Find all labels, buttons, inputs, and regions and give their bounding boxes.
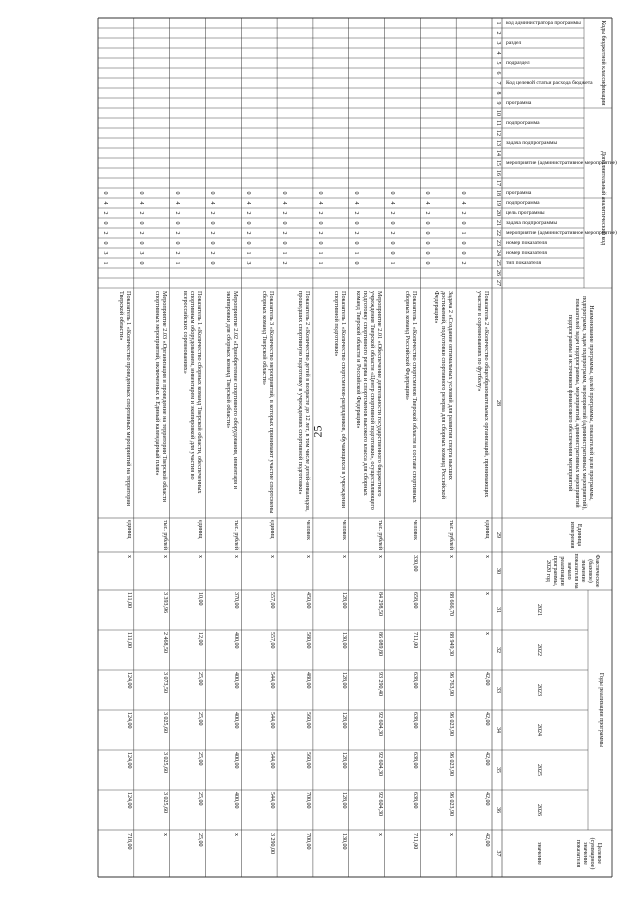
code-digit: 2 bbox=[137, 211, 144, 215]
row-target-value: 3 290,00 bbox=[269, 833, 276, 854]
row-fact-value: х bbox=[340, 555, 347, 558]
row-target-value: х bbox=[161, 833, 168, 836]
row-unit: единиц bbox=[125, 520, 132, 539]
row-year-value: 92 604,30 bbox=[376, 712, 383, 736]
row-description: Показатель 1 «Количество сборных команд Тверской области, обеспеченных спортивным оборудованием, инвентарем и экипировкой для участия во всероссийских соревнованиях» bbox=[182, 291, 204, 494]
column-number: 20 bbox=[495, 210, 501, 216]
row-year-value: 370,00 bbox=[233, 592, 240, 609]
code-digit: 1 bbox=[352, 251, 359, 255]
row-year-value: 638,00 bbox=[412, 712, 419, 729]
code-column-header: номер показателя bbox=[506, 250, 547, 256]
code-digit: 4 bbox=[209, 201, 216, 205]
column-number: 33 bbox=[495, 687, 501, 693]
row-year-value: 88 949,30 bbox=[448, 632, 455, 656]
code-digit: 2 bbox=[209, 211, 216, 215]
code-digit: 1 bbox=[281, 251, 288, 255]
target-value-header: значение bbox=[536, 842, 542, 865]
page-number: 25 bbox=[310, 425, 325, 438]
code-digit: 0 bbox=[460, 241, 467, 245]
row-description: Задача 2 «Создание оптимальных условий для развития спорта высших достижений, подготовки спортивного резерва для сборных команд Российской Федерации» bbox=[433, 291, 455, 499]
row-year-value: 638,00 bbox=[412, 672, 419, 689]
row-year-value: 544,00 bbox=[269, 672, 276, 689]
code-digit: 2 bbox=[137, 231, 144, 235]
row-year-value: 92 604,30 bbox=[376, 752, 383, 776]
row-fact-value: х bbox=[304, 555, 311, 558]
code-digit: 2 bbox=[281, 211, 288, 215]
fact-column-header: Фактическое (базовое) значение показателя на начало реализации программы, 2020 год bbox=[545, 553, 600, 589]
code-column-header: мероприятие (административное мероприятие) bbox=[506, 160, 617, 166]
column-number: 27 bbox=[495, 280, 501, 286]
row-year-value: х bbox=[484, 592, 490, 595]
code-digit: 0 bbox=[424, 261, 431, 265]
code-digit: 0 bbox=[173, 191, 180, 195]
row-year-value: 560,00 bbox=[304, 712, 311, 729]
row-year-value: 3 073,50 bbox=[161, 672, 168, 693]
code-digit: 3 bbox=[245, 261, 252, 265]
row-unit: тыс. рублей bbox=[161, 520, 168, 550]
code-digit: 0 bbox=[424, 231, 431, 235]
code-digit: 2 bbox=[102, 231, 108, 235]
row-year-value: 124,00 bbox=[125, 672, 132, 689]
row-year-value: 3 393,96 bbox=[161, 592, 168, 613]
column-number: 29 bbox=[495, 532, 501, 538]
code-column-header: раздел bbox=[506, 40, 522, 46]
row-fact-value: 330,00 bbox=[412, 555, 419, 572]
row-target-value: 700,00 bbox=[304, 833, 311, 850]
year-header: 2026 bbox=[536, 804, 542, 816]
row-year-value: 544,00 bbox=[269, 752, 276, 769]
code-digit: 0 bbox=[352, 221, 359, 225]
code-digit: 0 bbox=[137, 261, 144, 265]
row-year-value: 128,00 bbox=[340, 592, 347, 609]
column-number: 32 bbox=[495, 647, 501, 653]
code-column-header: номер показателя bbox=[506, 240, 547, 246]
row-year-value: 88 666,70 bbox=[448, 592, 455, 616]
code-digit: 2 bbox=[173, 231, 180, 235]
code-digit: 2 bbox=[352, 231, 359, 235]
column-number: 37 bbox=[495, 850, 501, 857]
row-year-value: 124,00 bbox=[125, 712, 132, 729]
code-digit: 0 bbox=[424, 241, 431, 245]
column-number: 12 bbox=[495, 130, 501, 136]
row-year-value: 25,00 bbox=[197, 672, 204, 686]
year-header: 2023 bbox=[536, 684, 542, 696]
row-fact-value: х bbox=[269, 555, 276, 558]
row-year-value: 96 763,90 bbox=[448, 672, 455, 696]
row-year-value: 400,00 bbox=[233, 712, 240, 729]
code-digit: 1 bbox=[316, 251, 323, 255]
code-digit: 0 bbox=[102, 191, 108, 195]
row-year-value: 3 025,60 bbox=[161, 792, 168, 813]
row-year-value: 96 023,90 bbox=[448, 712, 455, 736]
row-year-value: 3 025,60 bbox=[161, 752, 168, 773]
row-unit: тыс. рублей bbox=[233, 520, 240, 550]
row-description: Показатель 1 «Количество спортсменов Тверской области в составе спортивных сборных команд Российской Федерации» bbox=[404, 291, 419, 503]
column-number: 30 bbox=[495, 568, 501, 574]
row-year-value: 111,00 bbox=[125, 592, 132, 609]
row-target-value: 42,00 bbox=[484, 833, 490, 847]
code-digit: 1 bbox=[102, 261, 108, 265]
row-target-value: 25,00 bbox=[197, 833, 204, 847]
row-year-value: 124,00 bbox=[125, 752, 132, 769]
code-digit: 0 bbox=[316, 191, 323, 195]
row-unit: единиц bbox=[269, 520, 276, 539]
code-digit: 0 bbox=[281, 191, 288, 195]
code-digit: 0 bbox=[460, 221, 467, 225]
code-digit: 0 bbox=[137, 191, 144, 195]
row-description: Показатель 2 «Количество детей в возрасте до 12 лет, в том числе детей-инвалидов, прошедших спортивную подготовку в учреждениях спортивной подготовки» bbox=[296, 291, 311, 512]
row-year-value: 580,00 bbox=[304, 632, 311, 649]
code-digit: 0 bbox=[137, 221, 144, 225]
code-digit: 0 bbox=[388, 251, 395, 255]
row-year-value: 124,00 bbox=[125, 792, 132, 809]
row-description: Показатель 1 «Количество спортсменов-разрядников, обучающихся в учреждении спортивной подготовки» bbox=[332, 291, 347, 508]
column-number: 1 bbox=[495, 21, 501, 25]
row-unit: тыс. рублей bbox=[376, 520, 383, 550]
row-year-value: 130,00 bbox=[340, 632, 347, 649]
row-year-value: 400,00 bbox=[233, 632, 240, 649]
code-digit: 0 bbox=[388, 221, 395, 225]
row-year-value: 450,00 bbox=[304, 592, 311, 609]
rotated-table-sheet bbox=[90, 10, 620, 885]
code-digit: 4 bbox=[388, 201, 395, 205]
column-number: 23 bbox=[495, 240, 501, 246]
code-digit: 0 bbox=[245, 221, 252, 225]
column-number: 17 bbox=[495, 180, 501, 186]
row-year-value: 25,00 bbox=[197, 792, 204, 806]
code-column-header: программа bbox=[506, 100, 532, 106]
code-digit: 0 bbox=[388, 191, 395, 195]
row-unit: человек bbox=[412, 520, 419, 541]
additional-code-title: Дополнительный аналитический код bbox=[600, 150, 606, 246]
column-number: 7 bbox=[495, 81, 501, 85]
row-year-value: 400,00 bbox=[233, 752, 240, 769]
code-digit: 4 bbox=[102, 201, 108, 205]
row-target-value: х bbox=[448, 833, 455, 836]
row-year-value: 93 290,40 bbox=[376, 672, 383, 696]
row-year-value: 128,00 bbox=[340, 672, 347, 689]
row-description: Показатель 1 «Количество проведенных спортивных мероприятий на территории Тверской области» bbox=[117, 291, 132, 506]
column-number: 24 bbox=[495, 250, 501, 256]
row-target-value: х bbox=[233, 833, 240, 836]
column-number: 19 bbox=[495, 200, 501, 206]
row-year-value: 84 298,50 bbox=[376, 592, 383, 616]
kbk-title: Коды бюджетной классификации bbox=[600, 20, 606, 106]
code-digit: 4 bbox=[316, 201, 323, 205]
code-digit: 2 bbox=[173, 251, 180, 255]
row-fact-value: х bbox=[376, 555, 383, 558]
column-number: 22 bbox=[495, 230, 501, 236]
column-number: 28 bbox=[495, 400, 501, 406]
code-digit: 1 bbox=[388, 261, 395, 265]
column-number: 14 bbox=[495, 150, 501, 156]
column-number: 6 bbox=[495, 71, 501, 75]
code-column-header: программа bbox=[506, 190, 532, 196]
row-year-value: 128,00 bbox=[340, 792, 347, 809]
code-digit: 4 bbox=[173, 201, 180, 205]
row-year-value: 42,00 bbox=[484, 752, 490, 766]
year-header: 2025 bbox=[536, 764, 542, 776]
code-digit: 0 bbox=[209, 221, 216, 225]
column-number: 11 bbox=[495, 120, 501, 126]
code-digit: 2 bbox=[245, 211, 252, 215]
column-number: 4 bbox=[495, 51, 501, 55]
code-digit: 0 bbox=[352, 241, 359, 245]
row-target-value: х bbox=[376, 833, 383, 836]
code-digit: 2 bbox=[460, 261, 467, 265]
code-digit: 0 bbox=[102, 241, 108, 245]
code-digit: 4 bbox=[281, 201, 288, 205]
code-digit: 4 bbox=[352, 201, 359, 205]
row-year-value: 480,00 bbox=[304, 672, 311, 689]
column-number: 26 bbox=[495, 270, 501, 276]
code-column-header: код администратора программы bbox=[506, 20, 581, 26]
code-digit: 0 bbox=[424, 251, 431, 255]
row-description: Показатель 2 «Количество общеобразовательных организаций, принимающих участие в соревнованиях по футболу» bbox=[476, 291, 490, 498]
column-number: 5 bbox=[495, 61, 501, 65]
code-digit: 2 bbox=[102, 211, 108, 215]
row-year-value: 92 604,30 bbox=[376, 792, 383, 816]
row-fact-value: х bbox=[448, 555, 455, 558]
row-year-value: 2 468,50 bbox=[161, 632, 168, 653]
column-number: 16 bbox=[495, 170, 501, 176]
row-year-value: 86 089,80 bbox=[376, 632, 383, 656]
code-digit: 0 bbox=[316, 221, 323, 225]
row-target-value: 130,00 bbox=[340, 833, 347, 850]
row-target-value: 718,00 bbox=[125, 833, 132, 850]
row-target-value: 711,00 bbox=[412, 833, 419, 850]
code-digit: 0 bbox=[102, 221, 108, 225]
code-column-header: подпрограмма bbox=[506, 200, 540, 206]
row-year-value: 544,00 bbox=[269, 792, 276, 809]
row-year-value: 12,00 bbox=[197, 632, 204, 646]
row-year-value: 96 023,90 bbox=[448, 792, 455, 816]
row-fact-value: х bbox=[125, 555, 132, 558]
row-year-value: 111,00 bbox=[125, 632, 132, 649]
code-digit: 3 bbox=[137, 251, 144, 255]
row-year-value: 42,00 bbox=[484, 792, 490, 806]
code-digit: 4 bbox=[137, 201, 144, 205]
row-year-value: 557,00 bbox=[269, 592, 276, 609]
code-digit: 1 bbox=[316, 261, 323, 265]
code-digit: 0 bbox=[245, 241, 252, 245]
code-digit: 0 bbox=[281, 221, 288, 225]
row-description: Мероприятие 2.01 «Обеспечение деятельности государственного бюджетного учреждения Тверской области «Центр спортивной подготовки», осуществляющего подготовку спортивного резерва и спортсменов высокого класса для сборных команд Тверской области и Российской Федерации» bbox=[354, 291, 383, 510]
row-description: Мероприятие 2.03 «Организация и проведение на территории Тверской области спортивных мероприятий, включенных в Единый календарный план» bbox=[153, 291, 168, 502]
row-year-value: 557,00 bbox=[269, 632, 276, 649]
code-digit: 0 bbox=[209, 191, 216, 195]
column-number: 25 bbox=[495, 260, 501, 266]
row-year-value: 638,00 bbox=[412, 792, 419, 809]
code-column-header: цель программы bbox=[506, 210, 545, 216]
row-year-value: 560,00 bbox=[304, 752, 311, 769]
code-digit: 4 bbox=[460, 201, 467, 205]
row-unit: тыс. рублей bbox=[448, 520, 455, 550]
code-column-header: Код целевой статьи расхода бюджета bbox=[506, 80, 593, 86]
column-number: 35 bbox=[495, 767, 501, 773]
year-header: 2022 bbox=[536, 644, 542, 656]
code-digit: 0 bbox=[173, 221, 180, 225]
row-year-value: 10,00 bbox=[197, 592, 204, 606]
name-column-header: Наименование программы, целей программы, показателей цели программы, подпрограмм, задач подпрограмм, мероприятий (административных мероприятий), показателей задач подпрограммы, мероприятий, административных мероприятий подпрограммы и источников финансового обеспечения мероприятий bbox=[567, 296, 594, 510]
column-number: 13 bbox=[495, 140, 501, 146]
row-year-value: 128,00 bbox=[340, 752, 347, 769]
code-digit: 0 bbox=[316, 241, 323, 245]
row-year-value: 400,00 bbox=[233, 672, 240, 689]
code-digit: 0 bbox=[209, 241, 216, 245]
row-year-value: 96 023,90 bbox=[448, 752, 455, 776]
column-number: 21 bbox=[495, 220, 501, 226]
year-header: 2024 bbox=[536, 724, 542, 736]
code-digit: 0 bbox=[424, 191, 431, 195]
code-column-header: задача подпрограммы bbox=[506, 220, 558, 226]
column-number: 3 bbox=[495, 41, 501, 45]
code-column-header: задача подпрограммы bbox=[506, 140, 558, 146]
column-number: 18 bbox=[495, 190, 501, 196]
code-digit: 0 bbox=[460, 251, 467, 255]
code-digit: 2 bbox=[460, 211, 467, 215]
row-year-value: 638,00 bbox=[412, 752, 419, 769]
code-column-header: мероприятие (административное мероприятие) bbox=[506, 230, 617, 236]
unit-column-header: Единица измерения bbox=[569, 521, 582, 549]
row-year-value: 42,00 bbox=[484, 672, 490, 686]
code-digit: 2 bbox=[424, 211, 431, 215]
years-title: Годы реализации программы bbox=[598, 672, 604, 748]
code-digit: 2 bbox=[316, 211, 323, 215]
row-year-value: 400,00 bbox=[233, 792, 240, 809]
code-digit: 3 bbox=[102, 251, 108, 255]
row-year-value: 544,00 bbox=[269, 712, 276, 729]
row-description: Показатель 3 «Количество мероприятий, в которых принимают участие спортсмены сборных команд Тверской области» bbox=[261, 291, 276, 514]
code-digit: 2 bbox=[245, 231, 252, 235]
row-unit: человек bbox=[304, 520, 311, 541]
row-unit: человек bbox=[340, 520, 347, 541]
code-digit: 0 bbox=[352, 191, 359, 195]
column-number: 31 bbox=[495, 607, 501, 613]
code-digit: 2 bbox=[388, 231, 395, 235]
code-digit: 2 bbox=[352, 211, 359, 215]
code-digit: 2 bbox=[316, 231, 323, 235]
row-year-value: 25,00 bbox=[197, 752, 204, 766]
row-year-value: 25,00 bbox=[197, 712, 204, 726]
code-digit: 0 bbox=[245, 191, 252, 195]
column-number: 9 bbox=[495, 101, 501, 105]
code-column-header: тип показателя bbox=[506, 260, 541, 266]
code-digit: 0 bbox=[424, 221, 431, 225]
row-year-value: х bbox=[484, 632, 490, 635]
row-unit: единиц bbox=[197, 520, 204, 539]
code-digit: 1 bbox=[173, 261, 180, 265]
code-digit: 2 bbox=[173, 211, 180, 215]
row-year-value: 3 025,60 bbox=[161, 712, 168, 733]
code-digit: 0 bbox=[352, 261, 359, 265]
row-unit: единиц bbox=[484, 520, 490, 539]
row-year-value: 42,00 bbox=[484, 712, 490, 726]
code-digit: 2 bbox=[388, 211, 395, 215]
row-fact-value: х bbox=[197, 555, 204, 558]
code-digit: 0 bbox=[137, 241, 144, 245]
code-digit: 0 bbox=[173, 241, 180, 245]
row-year-value: 128,00 bbox=[340, 712, 347, 729]
code-digit: 1 bbox=[460, 231, 467, 235]
row-description: Мероприятие 2.02 «Приобретение спортивного оборудования, инвентаря и экипировки для сборных команд Тверской области» bbox=[225, 291, 240, 489]
code-digit: 2 bbox=[281, 261, 288, 265]
code-digit: 4 bbox=[424, 201, 431, 205]
column-number: 2 bbox=[495, 31, 501, 35]
code-digit: 0 bbox=[388, 241, 395, 245]
column-number: 36 bbox=[495, 807, 501, 813]
code-column-header: подпрограмма bbox=[506, 120, 540, 126]
code-digit: 2 bbox=[209, 231, 216, 235]
year-header: 2021 bbox=[536, 604, 542, 616]
code-digit: 2 bbox=[209, 251, 216, 255]
code-digit: 0 bbox=[281, 241, 288, 245]
code-digit: 0 bbox=[460, 191, 467, 195]
column-number: 10 bbox=[495, 110, 501, 116]
code-digit: 2 bbox=[281, 231, 288, 235]
row-fact-value: х bbox=[484, 555, 490, 558]
column-number: 15 bbox=[495, 160, 501, 166]
code-digit: 4 bbox=[245, 201, 252, 205]
row-fact-value: х bbox=[233, 555, 240, 558]
column-number: 8 bbox=[495, 91, 501, 95]
target-column-header: Целевое (суммарное) значение показателя bbox=[575, 837, 602, 870]
code-column-header: подраздел bbox=[506, 60, 530, 66]
row-year-value: 658,00 bbox=[412, 592, 419, 609]
row-fact-value: х bbox=[161, 555, 168, 558]
row-year-value: 700,00 bbox=[304, 792, 311, 809]
code-digit: 0 bbox=[209, 261, 216, 265]
column-number: 34 bbox=[495, 727, 501, 733]
row-year-value: 711,00 bbox=[412, 632, 419, 649]
code-digit: 1 bbox=[245, 251, 252, 255]
